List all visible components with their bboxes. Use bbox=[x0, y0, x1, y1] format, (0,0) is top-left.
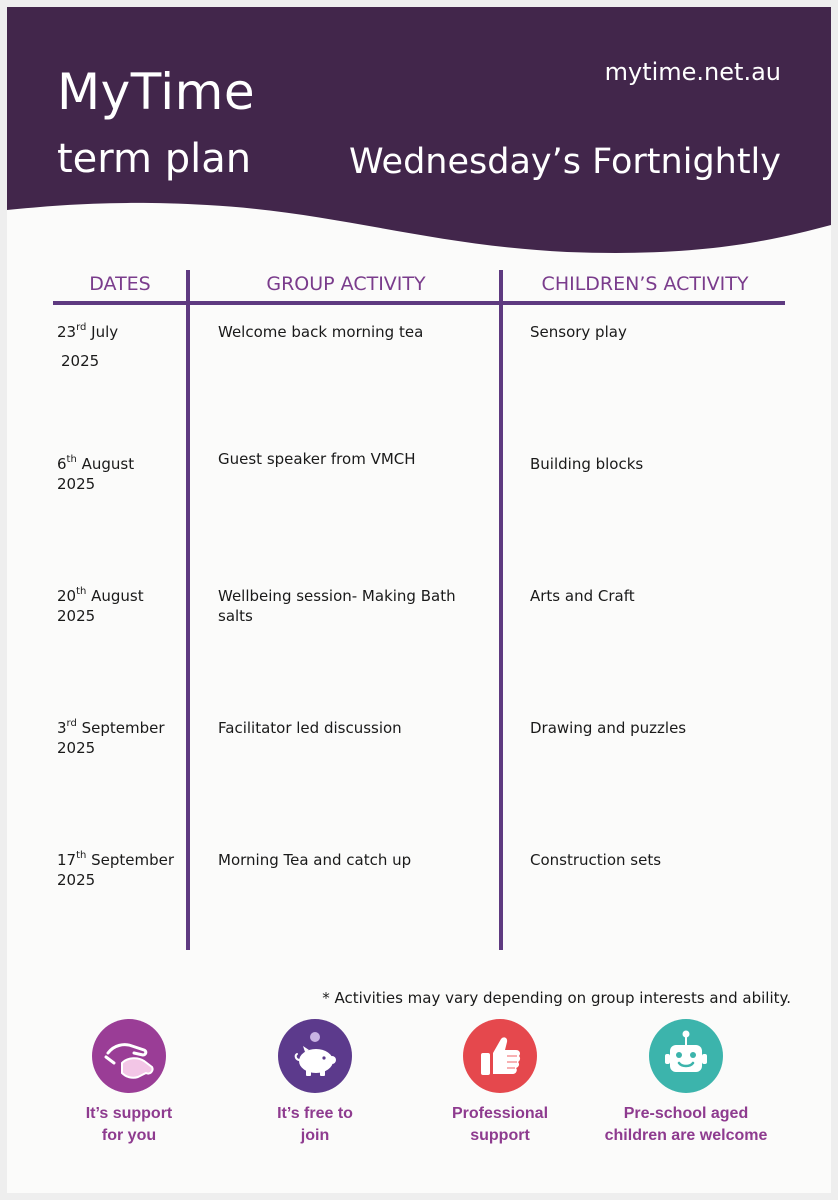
feature-free: It’s free to join bbox=[225, 1019, 405, 1147]
table-row-date: 23rd July 2025 bbox=[57, 322, 119, 370]
robot-icon bbox=[649, 1019, 723, 1093]
table-row-group-activity: Facilitator led discussion bbox=[218, 719, 402, 737]
table-row-group-activity: Morning Tea and catch up bbox=[218, 851, 412, 869]
piggy-bank-icon bbox=[278, 1019, 352, 1093]
header-divider bbox=[53, 301, 785, 305]
table-row-group-activity: Wellbeing session- Making Bath salts bbox=[218, 587, 456, 625]
hands-icon bbox=[92, 1019, 166, 1093]
table-row-date: 6th August 2025 bbox=[57, 454, 135, 493]
column-divider-1 bbox=[186, 270, 190, 950]
table-row-date: 3rd September 2025 bbox=[57, 718, 165, 757]
column-header-childrens-activity: CHILDREN’S ACTIVITY bbox=[541, 273, 749, 295]
feature-support: It’s support for you bbox=[39, 1019, 219, 1147]
column-header-dates: DATES bbox=[89, 273, 151, 295]
term-plan-page bbox=[7, 7, 831, 1193]
feature-preschool: Pre-school aged children are welcome bbox=[596, 1019, 776, 1147]
table-row-childrens-activity: Drawing and puzzles bbox=[530, 719, 687, 737]
table-row-childrens-activity: Construction sets bbox=[530, 851, 662, 869]
table-row-childrens-activity: Building blocks bbox=[530, 455, 644, 473]
feature-professional: Professional support bbox=[410, 1019, 590, 1147]
column-divider-2 bbox=[499, 270, 503, 950]
thumbs-up-icon bbox=[463, 1019, 537, 1093]
website-link[interactable]: mytime.net.au bbox=[604, 58, 781, 86]
table-row-childrens-activity: Arts and Craft bbox=[530, 587, 635, 605]
app-subtitle: term plan bbox=[57, 136, 252, 182]
table-row-group-activity: Guest speaker from VMCH bbox=[218, 450, 416, 468]
plan-title: Wednesday’s Fortnightly bbox=[349, 142, 781, 182]
app-title: MyTime bbox=[57, 63, 256, 121]
column-header-group-activity: GROUP ACTIVITY bbox=[266, 273, 426, 295]
disclaimer-note: * Activities may vary depending on group interests and ability. bbox=[322, 989, 791, 1007]
table-row-date: 20th August 2025 bbox=[57, 586, 144, 625]
table-row-group-activity: Welcome back morning tea bbox=[218, 323, 424, 341]
table-row-childrens-activity: Sensory play bbox=[530, 323, 627, 341]
table-row-date: 17th September 2025 bbox=[57, 850, 175, 889]
